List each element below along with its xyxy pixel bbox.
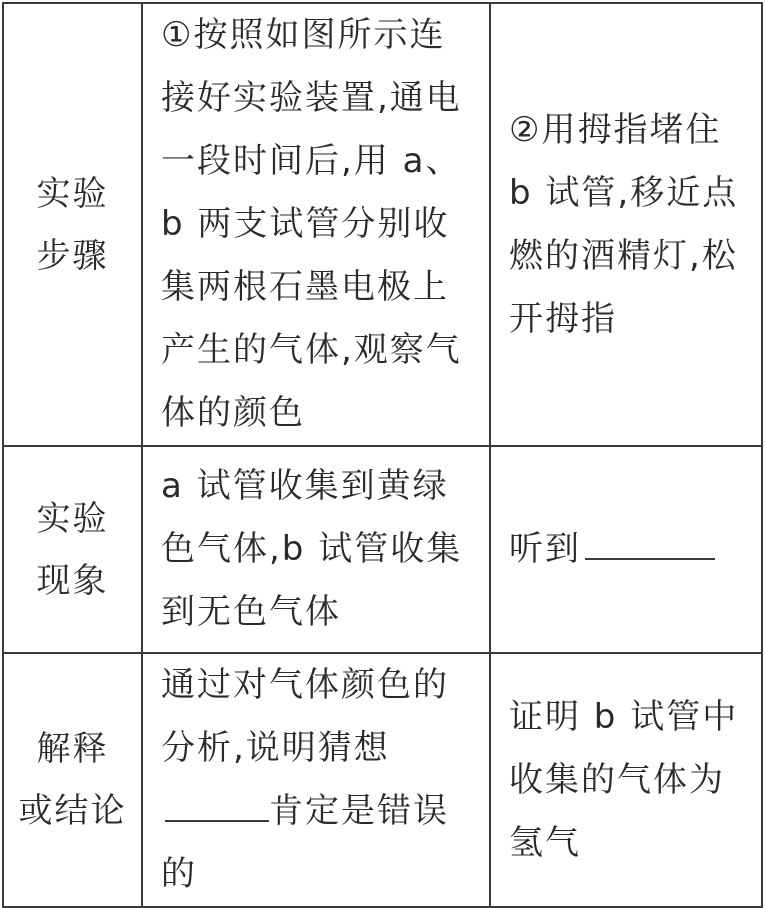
heard-text: 听到	[509, 529, 581, 569]
answer-blank[interactable]	[585, 518, 715, 560]
table-row	[3, 653, 762, 907]
steps-cell-1: ①按照如图所示连接好实验装置,通电一段时间后,用 a、b 两支试管分别收集两根石墨电极上产生的气体,观察气体的颜色	[142, 3, 490, 446]
answer-blank[interactable]	[165, 780, 269, 822]
row-header-line1: 解释	[36, 729, 109, 769]
steps-cell-2: ②用拇指堵住 b 试管,移近点燃的酒精灯,松开拇指	[490, 3, 762, 446]
row-header-conclusion	[3, 653, 142, 907]
phenomena-cell-1: a 试管收集到黄绿色气体,b 试管收集到无色气体	[142, 446, 490, 653]
row-header-line1: 实验	[36, 173, 109, 214]
row-header-line1: 实验	[36, 498, 109, 539]
table-row	[3, 3, 762, 446]
row-header-line2: 步骤	[36, 235, 109, 276]
conclusion-prefix: 通过对气体颜色的分析,说明猜想	[161, 665, 449, 768]
row-header-line2: 现象	[36, 560, 109, 601]
row-header-line2: 或结论	[18, 791, 127, 831]
row-header-phenomena	[3, 446, 142, 653]
conclusion-cell-1	[142, 653, 490, 907]
phenomena-cell-2	[490, 446, 762, 653]
row-header-steps	[3, 3, 142, 446]
table-row	[3, 446, 762, 653]
conclusion-suffix: 肯定是错误的	[161, 791, 449, 894]
conclusion-cell-2: 证明 b 试管中收集的气体为氢气	[490, 653, 762, 907]
experiment-table	[2, 2, 763, 908]
